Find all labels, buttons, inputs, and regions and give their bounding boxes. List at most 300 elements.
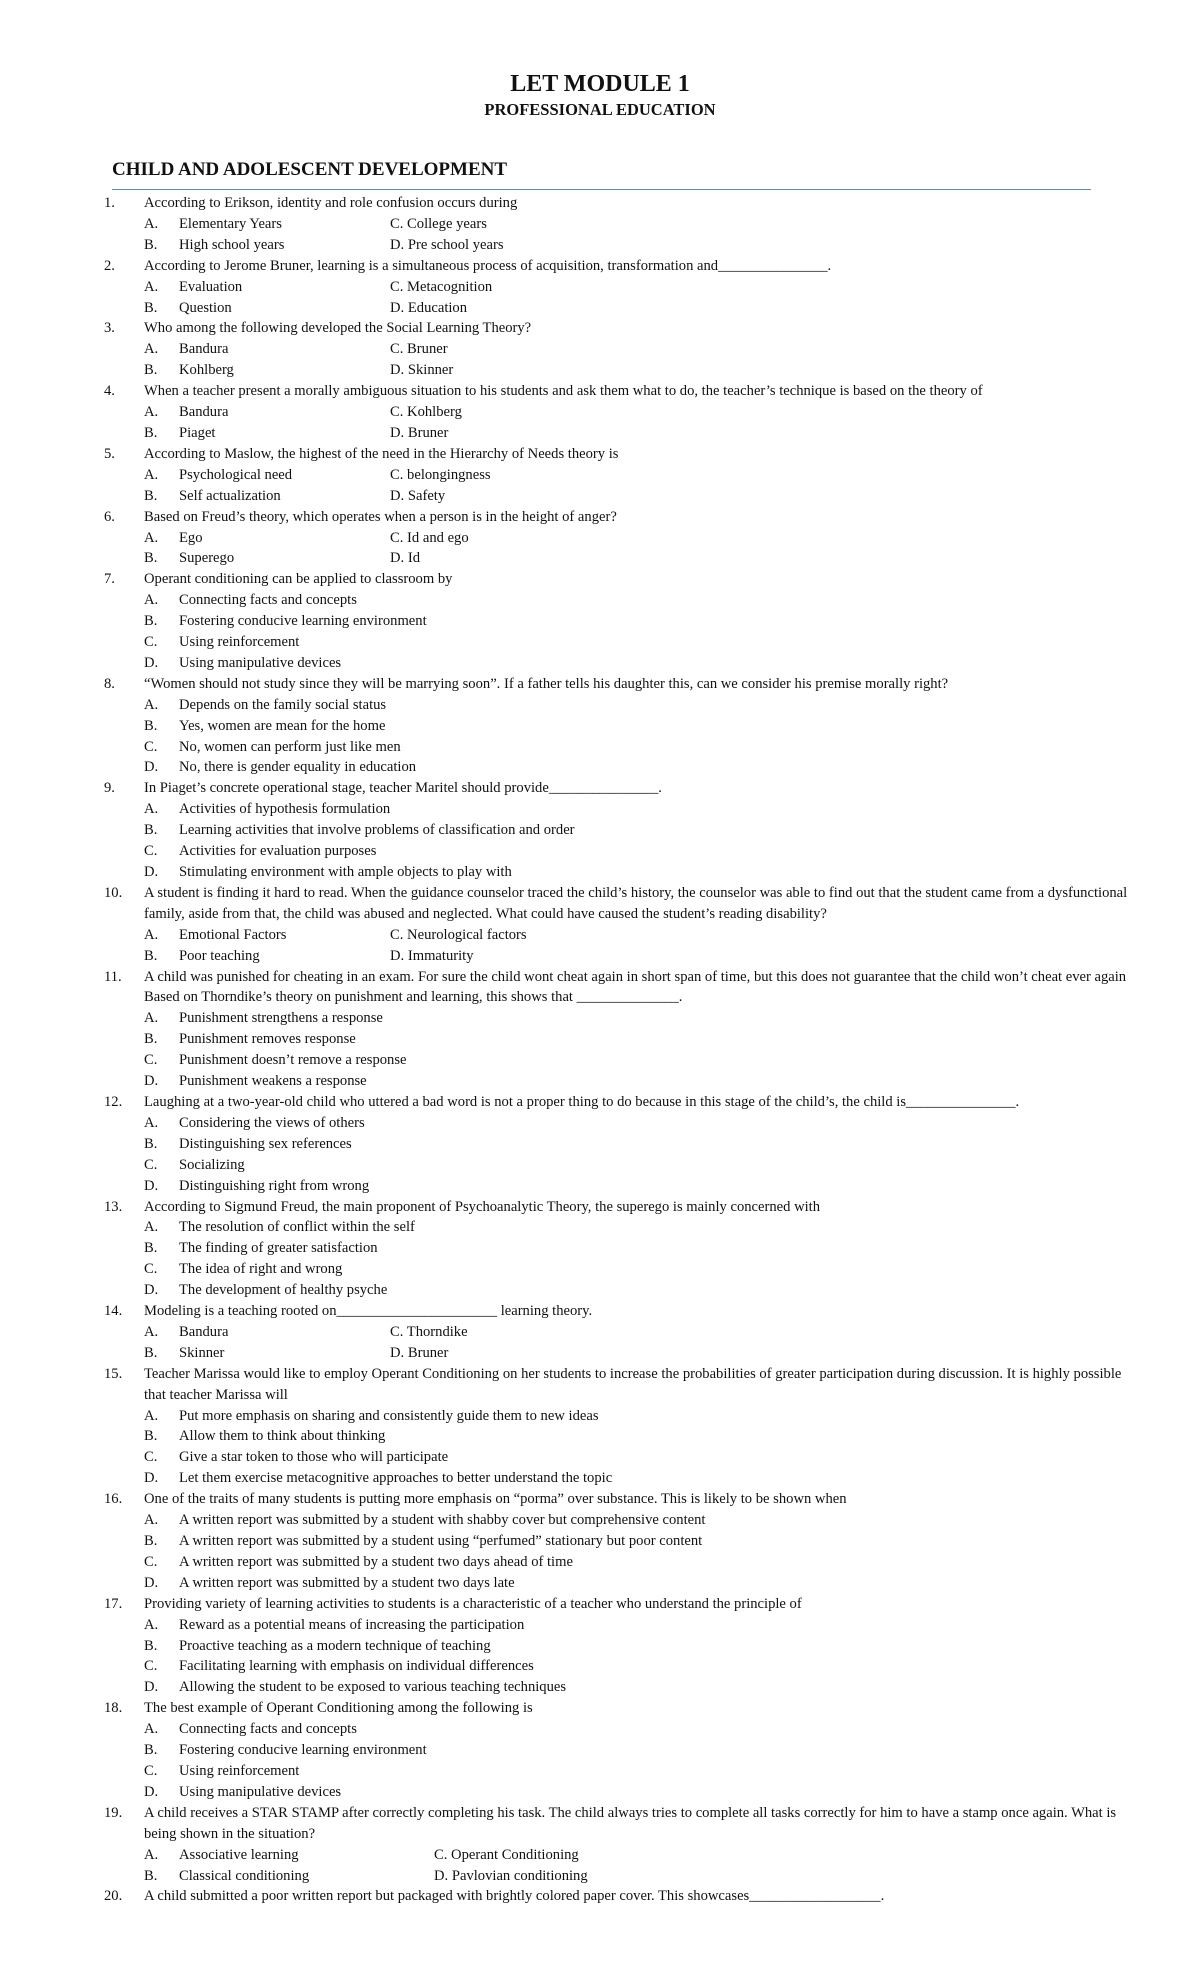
option-letter: D. <box>390 1344 405 1361</box>
answer-option-row <box>0 528 1200 549</box>
answer-option <box>0 1447 1200 1468</box>
question-number: 5. <box>104 445 115 462</box>
option-letter: B. <box>144 947 158 964</box>
option-letter: A. <box>144 215 159 232</box>
answer-option <box>0 1510 1200 1531</box>
option-text: Stimulating environment with ample objects to play with <box>179 864 512 880</box>
question-number: 6. <box>104 508 115 525</box>
question-number: 7. <box>104 571 115 588</box>
option-text: Self actualization <box>179 487 281 504</box>
option-letter: A. <box>144 1219 159 1236</box>
answer-option <box>0 1656 1200 1677</box>
question-text: When a teacher present a morally ambiguous situation to his students and ask them what to do, the teacher’s technique is based on the theory of <box>144 383 983 400</box>
option-text: Emotional Factors <box>179 926 287 943</box>
answer-option <box>0 1761 1200 1782</box>
option-text: Pavlovian conditioning <box>451 1867 588 1884</box>
option-text: Evaluation <box>179 278 243 295</box>
option-letter: D. <box>144 1073 159 1090</box>
question-text: According to Maslow, the highest of the need in the Hierarchy of Needs theory is <box>144 445 619 462</box>
option-text: Pre school years <box>407 236 504 253</box>
option-letter: A. <box>144 592 159 609</box>
option-text: Distinguishing right from wrong <box>179 1177 370 1194</box>
answer-option <box>0 1029 1200 1050</box>
question-text: A student is finding it hard to read. When the guidance counselor traced the child’s history, the counselor was able to find out that the student came from a dysfunctional family, aside from that, the child was abused and neglected. What could have caused the student’s reading disability? <box>144 884 1128 922</box>
option-letter: C. <box>144 843 158 860</box>
answer-option-row <box>0 946 1200 967</box>
question-line <box>0 883 1200 925</box>
option-letter: D. <box>390 236 405 253</box>
answer-option-second <box>434 1866 588 1887</box>
option-letter: B. <box>144 1742 158 1759</box>
option-text: Fostering conducive learning environment <box>179 1742 427 1759</box>
option-text: Id and ego <box>407 529 469 546</box>
question-text: “Women should not study since they will be marrying soon”. If a father tells his daughter this, can we consider his premise morally right? <box>144 675 949 692</box>
answer-option <box>0 1615 1200 1636</box>
question-text: The best example of Operant Conditioning among the following is <box>144 1700 533 1717</box>
question-number: 15. <box>104 1365 123 1382</box>
option-text: A written report was submitted by a student with shabby cover but comprehensive content <box>179 1512 706 1529</box>
question-line <box>0 444 1200 465</box>
answer-option-row <box>0 548 1200 569</box>
question-text: Who among the following developed the Social Learning Theory? <box>144 320 532 337</box>
answer-option-row <box>0 277 1200 298</box>
answer-option <box>0 1217 1200 1238</box>
option-letter: D. <box>144 1574 159 1591</box>
answer-option-row <box>0 1845 1200 1866</box>
option-letter: C. <box>390 529 404 546</box>
question-text: According to Sigmund Freud, the main proponent of Psychoanalytic Theory, the superego is mainly concerned with <box>144 1198 821 1215</box>
answer-option-row <box>0 339 1200 360</box>
answer-option-row <box>0 235 1200 256</box>
option-letter: A. <box>144 1323 159 1340</box>
answer-option <box>0 1050 1200 1071</box>
answer-option <box>0 1280 1200 1301</box>
option-letter: D. <box>390 299 405 316</box>
option-text: Operant Conditioning <box>451 1846 579 1863</box>
question-line <box>0 1803 1200 1845</box>
option-text: Punishment doesn’t remove a response <box>179 1052 407 1069</box>
question-item <box>0 778 1200 883</box>
option-letter: A. <box>144 801 159 818</box>
option-text: Activities for evaluation purposes <box>179 843 377 860</box>
option-text: Using reinforcement <box>179 634 300 651</box>
option-letter: A. <box>144 1114 159 1131</box>
option-text: Bruner <box>407 1344 449 1361</box>
option-letter: A. <box>144 1616 159 1633</box>
option-text: Question <box>179 299 232 316</box>
question-line <box>0 1886 1200 1907</box>
option-text: Punishment strengthens a response <box>179 1010 383 1027</box>
question-text: Based on Freud’s theory, which operates when a person is in the height of anger? <box>144 508 617 525</box>
option-text: Bandura <box>179 1323 229 1340</box>
option-text: Ego <box>179 529 203 546</box>
option-letter: B. <box>144 1344 158 1361</box>
answer-option <box>0 1552 1200 1573</box>
option-letter: C. <box>144 1449 158 1466</box>
question-item <box>0 1594 1200 1699</box>
option-letter: B. <box>144 1031 158 1048</box>
option-text: Education <box>407 299 468 316</box>
option-letter: B. <box>144 1533 158 1549</box>
option-text: Facilitating learning with emphasis on individual differences <box>179 1658 534 1675</box>
option-text: Immaturity <box>407 947 474 964</box>
answer-option-row <box>0 465 1200 486</box>
option-letter: B. <box>144 1428 158 1445</box>
question-item <box>0 1092 1200 1197</box>
option-letter: D. <box>144 759 159 776</box>
option-letter: A. <box>144 926 159 943</box>
question-item <box>0 444 1200 507</box>
option-text: Kohlberg <box>407 404 462 421</box>
option-letter: C. <box>144 1261 158 1278</box>
question-text: A child receives a STAR STAMP after correctly completing his task. The child always tries to complete all tasks correctly for him to have a stamp once again. What is being shown in the situation? <box>144 1804 1117 1842</box>
option-letter: C. <box>144 634 158 651</box>
option-letter: B. <box>144 550 158 567</box>
option-letter: C. <box>390 466 404 483</box>
answer-option <box>0 1468 1200 1489</box>
question-line <box>0 1092 1200 1113</box>
answer-option <box>0 1238 1200 1259</box>
question-line <box>0 1489 1200 1510</box>
option-text: The development of healthy psyche <box>179 1282 388 1299</box>
question-text: Teacher Marissa would like to employ Operant Conditioning on her students to increase the probabilities of greater participation during discussion. It is highly possible that teacher Marissa will <box>144 1365 1122 1403</box>
question-item <box>0 1886 1200 1907</box>
module-title: LET MODULE 1 <box>510 71 690 97</box>
answer-option <box>0 1426 1200 1447</box>
answer-option-row <box>0 1322 1200 1343</box>
answer-option <box>0 862 1200 883</box>
option-letter: D. <box>390 550 405 567</box>
question-item <box>0 569 1200 674</box>
answer-option <box>0 1782 1200 1803</box>
question-item <box>0 381 1200 444</box>
question-number: 4. <box>104 383 115 400</box>
question-item <box>0 318 1200 381</box>
answer-option <box>0 820 1200 841</box>
answer-option-row <box>0 423 1200 444</box>
option-letter: D. <box>390 487 405 504</box>
option-text: The finding of greater satisfaction <box>179 1240 378 1257</box>
question-text: One of the traits of many students is putting more emphasis on “porma” over substance. This is likely to be shown when <box>144 1491 847 1508</box>
question-number: 16. <box>104 1491 123 1508</box>
answer-option-row <box>0 1866 1200 1887</box>
option-text: Bandura <box>179 341 229 358</box>
question-item <box>0 1364 1200 1489</box>
option-text: Elementary Years <box>179 215 282 232</box>
option-text: Using manipulative devices <box>179 1783 342 1800</box>
answer-option <box>0 1155 1200 1176</box>
option-text: The idea of right and wrong <box>179 1261 343 1278</box>
question-text: Modeling is a teaching rooted on______________________ learning theory. <box>144 1303 593 1320</box>
answer-option-second <box>390 1322 468 1343</box>
answer-option <box>0 1636 1200 1657</box>
answer-option-second <box>390 277 492 298</box>
answer-option <box>0 737 1200 758</box>
question-number: 14. <box>104 1303 123 1320</box>
question-number: 8. <box>104 675 115 692</box>
answer-option-second <box>390 1343 448 1364</box>
question-line <box>0 1364 1200 1406</box>
option-text: Safety <box>407 487 446 504</box>
question-text: According to Erikson, identity and role confusion occurs during <box>144 195 518 211</box>
answer-option-second <box>390 465 491 486</box>
option-letter: B. <box>144 1135 158 1152</box>
question-line <box>0 1301 1200 1322</box>
option-text: Skinner <box>179 1344 225 1361</box>
option-letter: C. <box>390 341 404 358</box>
question-number: 11. <box>104 968 122 985</box>
option-text: Proactive teaching as a modern technique of teaching <box>179 1637 491 1654</box>
question-text: Laughing at a two-year-old child who uttered a bad word is not a proper thing to do because in this stage of the child’s, the child is_______________. <box>144 1093 1020 1110</box>
answer-option-row <box>0 298 1200 319</box>
option-text: Superego <box>179 550 235 567</box>
option-text: Using reinforcement <box>179 1762 300 1779</box>
option-letter: A. <box>144 1407 159 1424</box>
answer-option-second <box>390 528 469 549</box>
option-text: Allow them to think about thinking <box>179 1428 386 1445</box>
option-letter: C. <box>434 1846 448 1863</box>
answer-option-second <box>390 214 487 235</box>
option-text: Id <box>407 550 421 567</box>
option-text: A written report was submitted by a student two days ahead of time <box>179 1553 573 1570</box>
answer-option <box>0 590 1200 611</box>
option-text: Distinguishing sex references <box>179 1135 352 1152</box>
answer-option-second <box>434 1845 579 1866</box>
question-item <box>0 967 1200 1092</box>
answer-option-row <box>0 360 1200 381</box>
option-text: Metacognition <box>407 278 493 295</box>
option-letter: B. <box>144 424 158 441</box>
option-text: The resolution of conflict within the self <box>179 1219 415 1236</box>
question-line <box>0 1698 1200 1719</box>
option-letter: A. <box>144 696 159 713</box>
option-letter: A. <box>144 1721 159 1738</box>
option-letter: A. <box>144 1846 159 1863</box>
answer-option-second <box>390 298 467 319</box>
option-text: Learning activities that involve problems of classification and order <box>179 822 575 839</box>
option-text: Piaget <box>179 424 216 441</box>
answer-option-row <box>0 925 1200 946</box>
option-text: Bandura <box>179 404 229 421</box>
option-letter: A. <box>144 466 159 483</box>
question-number: 3. <box>104 320 115 337</box>
option-letter: C. <box>390 215 404 232</box>
option-text: Allowing the student to be exposed to various teaching techniques <box>179 1679 567 1696</box>
module-subtitle: PROFESSIONAL EDUCATION <box>484 100 716 119</box>
answer-option-second <box>390 402 462 423</box>
option-letter: A. <box>144 529 159 546</box>
question-line <box>0 569 1200 590</box>
option-text: Connecting facts and concepts <box>179 1721 357 1738</box>
question-number: 13. <box>104 1198 123 1215</box>
option-letter: B. <box>144 717 158 734</box>
answer-option <box>0 1573 1200 1594</box>
answer-option-second <box>390 360 453 381</box>
option-text: Put more emphasis on sharing and consistently guide them to new ideas <box>179 1407 599 1424</box>
answer-option-second <box>390 486 445 507</box>
answer-option <box>0 799 1200 820</box>
question-item <box>0 193 1200 256</box>
option-text: College years <box>407 215 487 232</box>
option-text: Bruner <box>407 341 448 358</box>
answer-option-row <box>0 214 1200 235</box>
question-number: 1. <box>104 195 115 211</box>
answer-option <box>0 1134 1200 1155</box>
answer-option <box>0 841 1200 862</box>
option-letter: C. <box>144 1052 158 1069</box>
question-line <box>0 967 1200 1009</box>
question-item <box>0 674 1200 779</box>
answer-option-row <box>0 486 1200 507</box>
option-letter: B. <box>144 299 158 316</box>
question-number: 12. <box>104 1093 123 1110</box>
question-item <box>0 256 1200 319</box>
option-text: Thorndike <box>406 1323 468 1340</box>
option-text: Neurological factors <box>407 926 527 943</box>
option-text: Connecting facts and concepts <box>179 592 357 609</box>
answer-option-second <box>390 548 420 569</box>
option-letter: A. <box>144 1512 159 1529</box>
option-letter: C. <box>144 1156 158 1173</box>
question-line <box>0 256 1200 277</box>
answer-option <box>0 1008 1200 1029</box>
answer-option-second <box>390 235 504 256</box>
option-letter: B. <box>144 613 158 630</box>
option-letter: D. <box>144 1783 159 1800</box>
option-text: belongingness <box>407 466 491 483</box>
question-number: 17. <box>104 1595 123 1612</box>
answer-option-second <box>390 925 527 946</box>
option-letter: C. <box>144 1553 158 1570</box>
option-letter: B. <box>144 1867 158 1884</box>
option-letter: D. <box>390 424 405 441</box>
option-text: No, there is gender equality in education <box>179 759 417 776</box>
section-divider <box>112 189 1091 190</box>
question-line <box>0 193 1200 214</box>
option-letter: C. <box>390 926 404 943</box>
option-letter: D. <box>390 362 405 379</box>
option-text: Depends on the family social status <box>179 696 387 713</box>
answer-option-row <box>0 1343 1200 1364</box>
option-text: Reward as a potential means of increasing the participation <box>179 1616 525 1633</box>
answer-option-row <box>0 402 1200 423</box>
question-number: 2. <box>104 257 115 274</box>
question-item <box>0 507 1200 570</box>
answer-option <box>0 1259 1200 1280</box>
question-line <box>0 318 1200 339</box>
option-text: Give a star token to those who will participate <box>179 1449 449 1466</box>
option-letter: A. <box>144 404 159 421</box>
option-text: Considering the views of others <box>179 1114 365 1131</box>
option-text: Classical conditioning <box>179 1867 310 1884</box>
question-item <box>0 1301 1200 1364</box>
answer-option-second <box>390 946 474 967</box>
option-letter: B. <box>144 487 158 504</box>
question-item <box>0 1197 1200 1302</box>
answer-option-second <box>390 339 448 360</box>
option-letter: D. <box>144 1470 159 1487</box>
option-text: Socializing <box>179 1156 245 1173</box>
question-line <box>0 381 1200 402</box>
option-letter: D. <box>390 947 405 964</box>
option-text: Poor teaching <box>179 947 260 964</box>
option-text: No, women can perform just like men <box>179 738 401 755</box>
answer-option <box>0 1677 1200 1698</box>
question-item <box>0 1698 1200 1803</box>
option-letter: A. <box>144 341 159 358</box>
option-text: A written report was submitted by a student using “perfumed” stationary but poor content <box>179 1533 703 1549</box>
question-number: 9. <box>104 780 115 797</box>
answer-option <box>0 1531 1200 1552</box>
question-line <box>0 1197 1200 1218</box>
option-letter: B. <box>144 822 158 839</box>
option-letter: D. <box>434 1867 449 1884</box>
option-letter: C. <box>144 738 158 755</box>
option-text: Bruner <box>407 424 449 441</box>
option-text: Associative learning <box>179 1846 299 1863</box>
question-number: 19. <box>104 1804 123 1821</box>
section-title: CHILD AND ADOLESCENT DEVELOPMENT <box>112 159 508 180</box>
option-letter: B. <box>144 236 158 253</box>
answer-option <box>0 653 1200 674</box>
option-letter: B. <box>144 1240 158 1257</box>
option-letter: D. <box>144 1679 159 1696</box>
option-text: Activities of hypothesis formulation <box>179 801 391 818</box>
option-letter: D. <box>144 654 159 671</box>
option-text: Punishment weakens a response <box>179 1073 367 1090</box>
option-letter: C. <box>390 1323 404 1340</box>
option-letter: C. <box>144 1658 158 1675</box>
question-number: 18. <box>104 1700 123 1717</box>
question-number: 20. <box>104 1888 123 1905</box>
answer-option-second <box>390 423 448 444</box>
option-letter: B. <box>144 362 158 379</box>
answer-option <box>0 1719 1200 1740</box>
option-text: Punishment removes response <box>179 1031 356 1048</box>
option-text: Fostering conducive learning environment <box>179 613 427 630</box>
option-letter: C. <box>390 278 404 295</box>
option-letter: C. <box>144 1762 158 1779</box>
option-letter: D. <box>144 1177 159 1194</box>
answer-option <box>0 1113 1200 1134</box>
option-letter: B. <box>144 1637 158 1654</box>
question-text: Operant conditioning can be applied to classroom by <box>144 571 453 588</box>
option-text: Psychological need <box>179 466 293 483</box>
question-list <box>0 193 1200 1907</box>
option-letter: C. <box>390 404 404 421</box>
question-item <box>0 1803 1200 1887</box>
question-text: A child submitted a poor written report but packaged with brightly colored paper cover. This showcases__________________. <box>144 1888 885 1905</box>
question-line <box>0 507 1200 528</box>
option-letter: D. <box>144 1282 159 1299</box>
question-number: 10. <box>104 884 123 901</box>
option-text: Let them exercise metacognitive approaches to better understand the topic <box>179 1470 613 1487</box>
question-text: According to Jerome Bruner, learning is a simultaneous process of acquisition, transformation and_______________. <box>144 257 832 274</box>
question-line <box>0 674 1200 695</box>
option-text: A written report was submitted by a student two days late <box>179 1574 515 1591</box>
question-line <box>0 778 1200 799</box>
option-text: High school years <box>179 236 285 253</box>
option-text: Kohlberg <box>179 362 234 379</box>
answer-option <box>0 695 1200 716</box>
question-text: A child was punished for cheating in an exam. For sure the child wont cheat again in short span of time, but this does not guarantee that the child won’t cheat ever again Based on Thorndike’s theory on punishment and learning, this shows that ______________. <box>144 968 1127 1006</box>
question-line <box>0 1594 1200 1615</box>
option-letter: D. <box>144 864 159 880</box>
answer-option <box>0 632 1200 653</box>
answer-option <box>0 1740 1200 1761</box>
option-letter: A. <box>144 1010 159 1027</box>
answer-option <box>0 757 1200 778</box>
